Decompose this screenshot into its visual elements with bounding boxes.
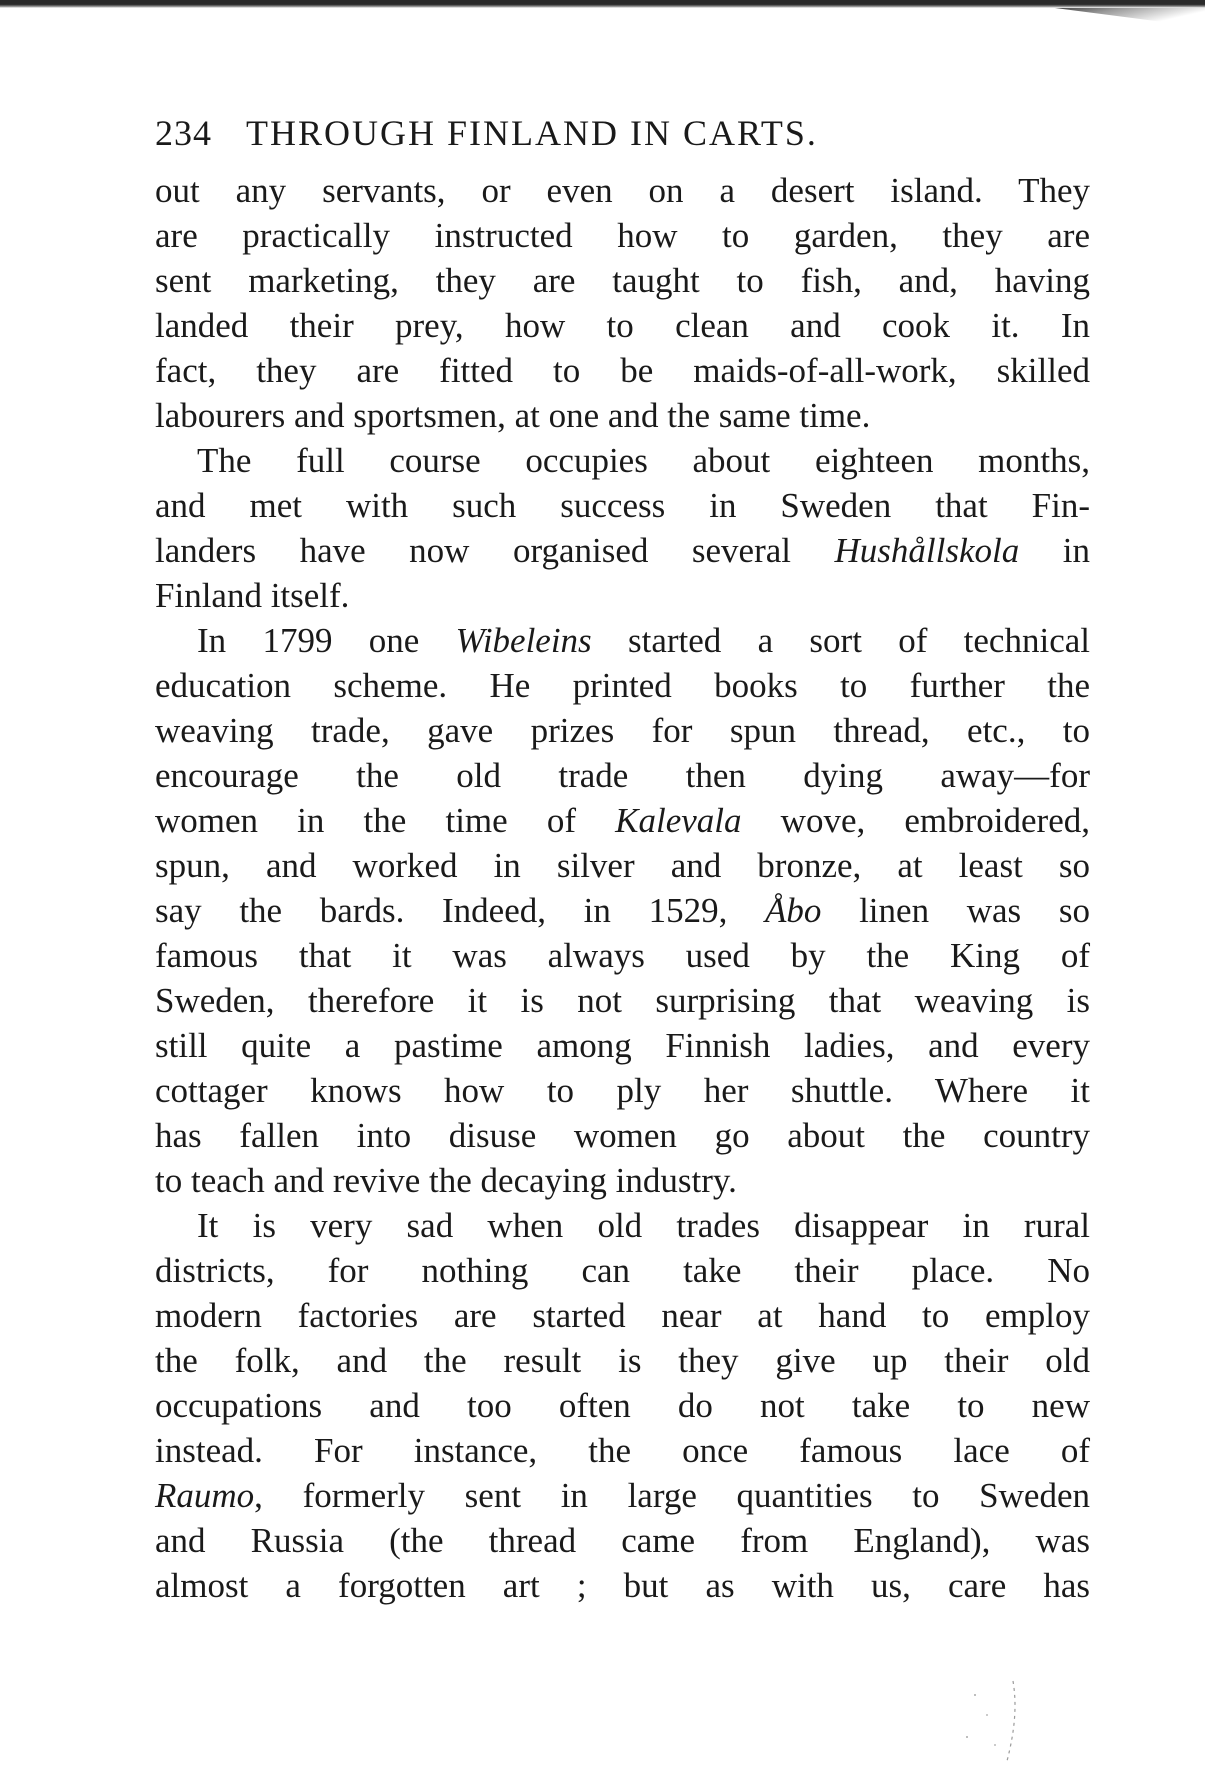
italic-term: Åbo xyxy=(765,891,822,930)
text-line: has fallen into disuse women go about the country xyxy=(155,1116,1090,1155)
text-line: to teach and revive the decaying industry. xyxy=(155,1161,737,1200)
italic-term: Hushållskola xyxy=(834,531,1020,570)
text-line: the folk, and the result is they give up their old xyxy=(155,1341,1090,1380)
text-line: modern factories are started near at hand to employ xyxy=(155,1296,1090,1335)
text-line: occupations and too often do not take to new xyxy=(155,1386,1090,1425)
text-line: still quite a pastime among Finnish ladies, and every xyxy=(155,1026,1090,1065)
text-line: Raumo, formerly sent in large quantities to Sweden xyxy=(155,1476,1090,1515)
text-line: sent marketing, they are taught to fish, and, having xyxy=(155,261,1090,300)
text-line: In 1799 one Wibeleins started a sort of technical xyxy=(197,621,1090,660)
text-line: instead. For instance, the once famous lace of xyxy=(155,1431,1090,1470)
text-line: say the bards. Indeed, in 1529, Åbo linen was so xyxy=(155,891,1090,930)
text-line: out any servants, or even on a desert island. They xyxy=(155,171,1090,210)
italic-term: Wibeleins xyxy=(455,621,592,660)
text-line: almost a forgotten art ; but as with us, care has xyxy=(155,1566,1090,1605)
text-line: women in the time of Kalevala wove, embroidered, xyxy=(155,801,1090,840)
text-line: Finland itself. xyxy=(155,576,350,615)
page-header xyxy=(155,112,1040,162)
text-line: encourage the old trade then dying away—for xyxy=(155,756,1090,795)
text-line: districts, for nothing can take their place. No xyxy=(155,1251,1090,1290)
text-line: and Russia (the thread came from England), was xyxy=(155,1521,1090,1560)
text-line: famous that it was always used by the King of xyxy=(155,936,1090,975)
text-line: cottager knows how to ply her shuttle. Where it xyxy=(155,1071,1090,1110)
text-line: It is very sad when old trades disappear in rural xyxy=(197,1206,1090,1245)
text-line: are practically instructed how to garden, they are xyxy=(155,216,1090,255)
top-border-smudge xyxy=(1055,8,1205,42)
text-line: The full course occupies about eighteen months, xyxy=(197,441,1090,480)
text-line: education scheme. He printed books to further the xyxy=(155,666,1090,705)
text-line: Sweden, therefore it is not surprising that weaving is xyxy=(155,981,1090,1020)
italic-term: Kalevala xyxy=(615,801,742,840)
scan-speckle xyxy=(955,1675,1035,1765)
text-line: landed their prey, how to clean and cook it. In xyxy=(155,306,1090,345)
text-line: fact, they are fitted to be maids-of-all-work, skilled xyxy=(155,351,1090,390)
running-title: THROUGH FINLAND IN CARTS. xyxy=(246,113,818,153)
body-text xyxy=(155,168,1090,1608)
text-line: and met with such success in Sweden that Fin- xyxy=(155,486,1090,525)
italic-term: Raumo xyxy=(155,1476,255,1515)
text-line: weaving trade, gave prizes for spun thread, etc., to xyxy=(155,711,1090,750)
text-line: spun, and worked in silver and bronze, at least so xyxy=(155,846,1090,885)
text-line: landers have now organised several Hushållskola in xyxy=(155,531,1090,570)
page-number: 234 xyxy=(155,113,212,153)
text-line: labourers and sportsmen, at one and the same time. xyxy=(155,396,871,435)
top-border-rule xyxy=(0,0,1205,8)
